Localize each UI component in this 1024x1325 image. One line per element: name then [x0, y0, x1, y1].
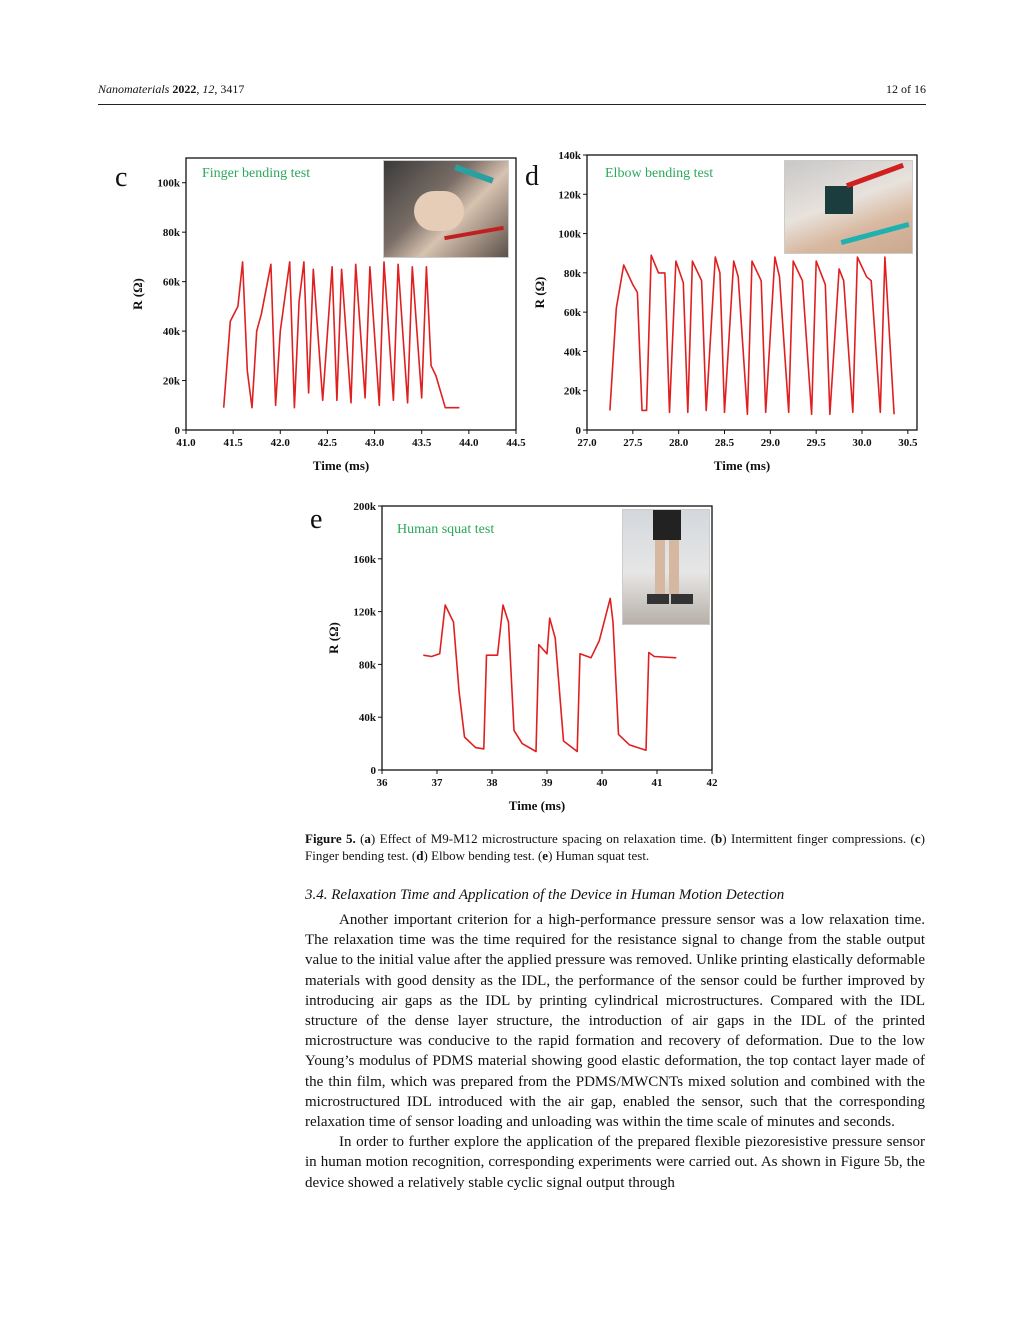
caption-tag-b: b	[715, 831, 723, 846]
x-tick-label: 40	[596, 777, 608, 789]
caption-part-a: Effect of M9-M12 microstructure spacing on relaxation time.	[379, 831, 707, 846]
panel-letter: e	[310, 504, 323, 535]
x-tick-label: 43.5	[412, 437, 432, 449]
y-tick-label: 0	[370, 765, 376, 777]
finger-photo	[383, 160, 509, 258]
y-tick-label: 20k	[162, 375, 180, 388]
journal-year: 2022	[172, 82, 197, 96]
x-tick-label: 29.5	[806, 437, 826, 449]
y-tick-label: 80k	[563, 267, 581, 280]
journal-volume: 12	[202, 82, 215, 96]
x-tick-label: 27.5	[623, 437, 643, 449]
panel-letter: c	[115, 162, 128, 193]
x-tick-label: 42	[706, 777, 718, 789]
y-tick-label: 120k	[353, 606, 376, 619]
header-rule	[98, 104, 926, 105]
page-header	[98, 82, 926, 104]
x-tick-label: 30.5	[898, 437, 918, 449]
x-axis-label: Time (ms)	[312, 458, 370, 473]
y-tick-label: 40k	[563, 346, 581, 359]
x-axis-label: Time (ms)	[508, 798, 566, 813]
y-tick-label: 0	[174, 425, 180, 437]
y-tick-label: 100k	[558, 228, 581, 241]
page-number: 12 of 16	[886, 82, 926, 96]
x-axis-label: Time (ms)	[713, 458, 771, 473]
x-tick-label: 41.0	[176, 437, 196, 449]
x-tick-label: 36	[376, 777, 388, 789]
y-tick-label: 140k	[558, 150, 581, 162]
x-tick-label: 27.0	[577, 437, 597, 449]
y-tick-label: 40k	[162, 326, 180, 339]
section-heading: 3.4. Relaxation Time and Application of the Device in Human Motion Detection	[305, 887, 785, 903]
caption-tag-e: e	[542, 848, 549, 863]
x-tick-label: 42.5	[317, 437, 338, 449]
article-number: 3417	[220, 82, 245, 96]
squat-photo	[622, 509, 710, 625]
y-tick-label: 60k	[162, 276, 180, 289]
y-tick-label: 40k	[358, 712, 376, 725]
y-axis-label: R (Ω)	[326, 622, 341, 654]
y-tick-label: 80k	[162, 227, 180, 240]
paragraph: Another important criterion for a high-performance pressure sensor was a low relaxation time. The relaxation time was the time required for the resistance signal to change from the stable output value to the initial value after the applied pressure was removed. Unlike printing elastically deformable materials with good density as the IDL, the performance of the sensor could be further improved by introducing air gaps as the IDL by printing cylindrical microstructures. Compared with the IDL structure of the dense layer structure, the introduction of air gaps in the IDL of the printed microstructure was conducive to the rapid formation and recovery of deformation. Due to the low Young’s modulus of PDMS material showing good elastic deformation, the top contact layer made of the thin film, which was prepared from the PDMS/MWCNTs mixed solution and combined with the microstructured IDL introduced with the air gap, enabled the sensor, such that the corresponding relaxation time of sensor loading and unloading was within the time scale of minutes and seconds.	[305, 912, 925, 1131]
y-tick-label: 120k	[558, 189, 581, 202]
y-axis-label: R (Ω)	[130, 278, 145, 310]
x-tick-label: 42.0	[270, 437, 290, 449]
y-tick-label: 200k	[353, 501, 376, 513]
caption-part-e: Human squat test.	[555, 848, 650, 863]
caption-label: Figure 5.	[305, 831, 356, 846]
x-tick-label: 37	[431, 777, 443, 789]
caption-tag-c: c	[914, 831, 921, 846]
x-tick-label: 41	[651, 777, 663, 789]
y-tick-label: 80k	[358, 659, 376, 672]
caption-part-d: Elbow bending test.	[431, 848, 535, 863]
paragraph: In order to further explore the application of the prepared flexible piezoresistive pressure sensor in human motion recognition, corresponding experiments were carried out. As shown in Figure 5b, the device showed a relatively stable cyclic signal output through	[305, 1134, 925, 1191]
y-tick-label: 160k	[353, 553, 376, 566]
section-body	[305, 910, 925, 1193]
x-tick-label: 41.5	[223, 437, 243, 449]
x-tick-label: 39	[541, 777, 553, 789]
x-tick-label: 30.0	[852, 437, 872, 449]
series-line	[224, 262, 460, 408]
series-line	[610, 255, 894, 414]
y-tick-label: 100k	[157, 177, 180, 190]
y-tick-label: 60k	[563, 307, 581, 320]
x-tick-label: 28.0	[669, 437, 689, 449]
x-tick-label: 28.5	[714, 437, 735, 449]
caption-tag-d: d	[416, 848, 424, 863]
x-tick-label: 44.5	[506, 437, 526, 449]
figure-caption: Figure 5. (a) Effect of M9-M12 microstructure spacing on relaxation time. (b) Intermittent finger compressions. (c) Finger bending test. (d) Elbow bending test. (e) Human squat test.	[305, 831, 925, 863]
elbow-photo	[784, 160, 913, 254]
caption-part-c: Finger bending test.	[305, 848, 409, 863]
legend-text: Human squat test	[397, 522, 495, 537]
caption-part-b: Intermittent finger compressions.	[730, 831, 907, 846]
caption-tag-a: a	[364, 831, 371, 846]
x-tick-label: 44.0	[459, 437, 479, 449]
y-axis-label: R (Ω)	[532, 276, 547, 309]
journal-citation: Nanomaterials 2022, 12, 3417	[98, 82, 245, 96]
x-tick-label: 29.0	[760, 437, 780, 449]
legend-text: Finger bending test	[202, 166, 311, 181]
journal-name: Nanomaterials	[98, 82, 170, 96]
x-tick-label: 43.0	[364, 437, 385, 449]
legend-text: Elbow bending test	[605, 166, 714, 181]
y-tick-label: 0	[575, 425, 581, 437]
y-tick-label: 20k	[563, 385, 581, 398]
panel-letter: d	[525, 161, 539, 192]
x-tick-label: 38	[486, 777, 498, 789]
